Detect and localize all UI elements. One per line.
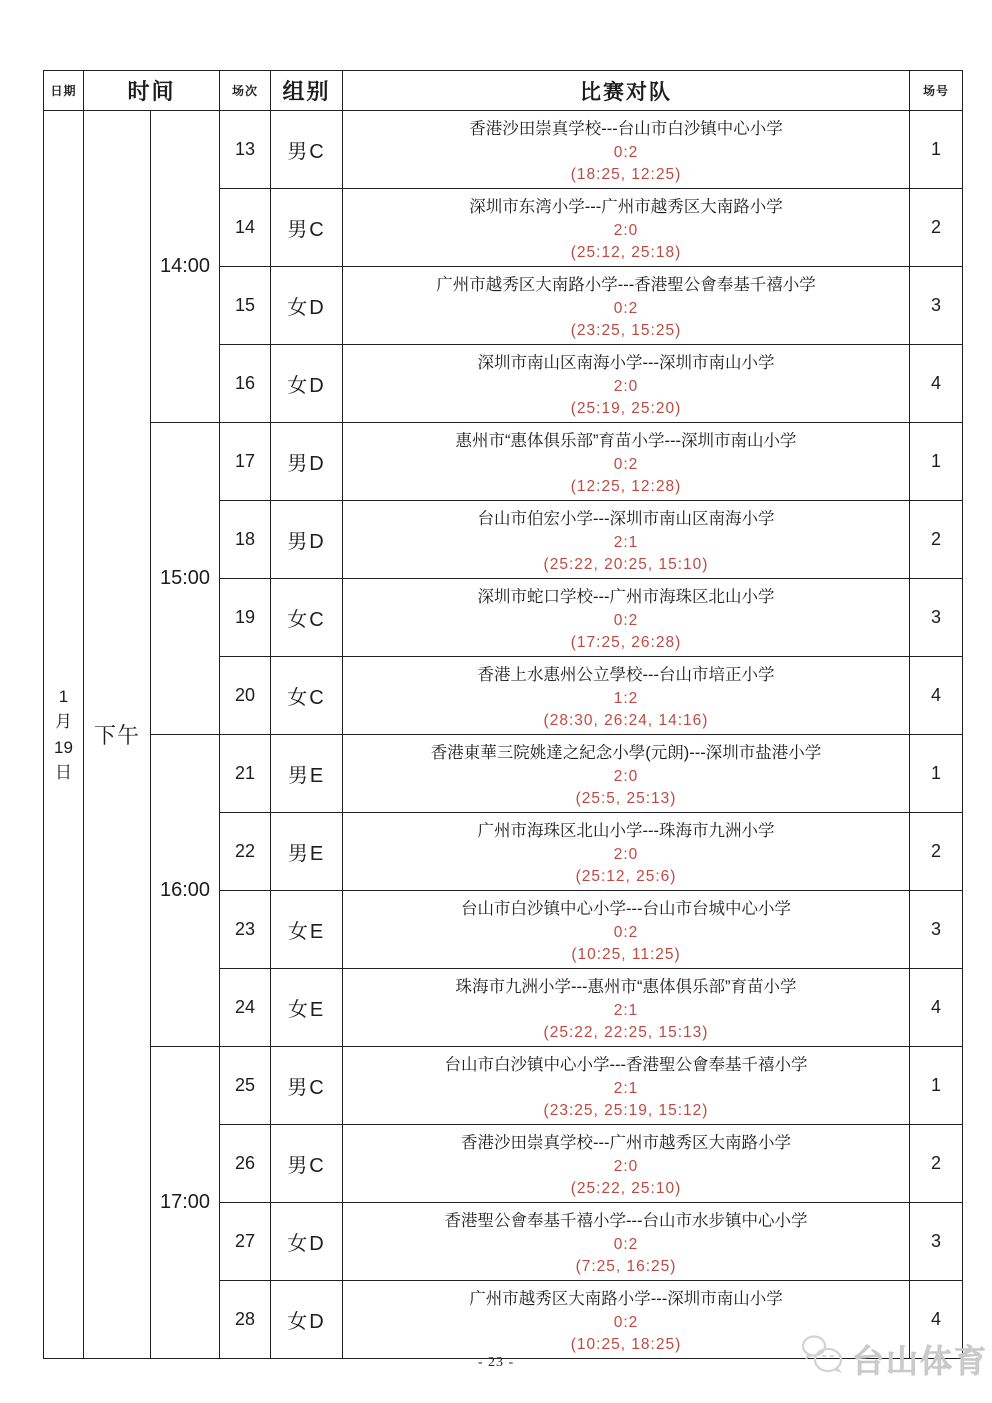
teams-cell (343, 1047, 910, 1125)
match-score: 0:2 (613, 143, 639, 161)
match-row (44, 111, 963, 189)
match-score: 2:1 (613, 1079, 639, 1097)
set-scores: (12:25, 12:28) (570, 477, 682, 495)
col-header-match-no: 场次 (220, 71, 271, 111)
team-names: 香港沙田崇真学校---台山市白沙镇中心小学 (469, 120, 783, 139)
court-cell: 2 (910, 189, 963, 267)
match-row (44, 735, 963, 813)
set-scores: (23:25, 25:19, 15:12) (543, 1101, 709, 1119)
match-lines (343, 345, 909, 422)
match-score: 0:2 (613, 1313, 639, 1331)
match-score: 1:2 (613, 689, 639, 707)
match-score: 0:2 (613, 1235, 639, 1253)
court-cell: 3 (910, 267, 963, 345)
team-names: 深圳市蛇口学校---广州市海珠区北山小学 (477, 588, 775, 607)
team-names: 台山市伯宏小学---深圳市南山区南海小学 (477, 510, 775, 529)
set-scores: (25:22, 20:25, 15:10) (543, 555, 709, 573)
match-no-cell: 23 (220, 891, 271, 969)
match-no-cell: 27 (220, 1203, 271, 1281)
match-lines (343, 1047, 909, 1124)
court-cell: 1 (910, 423, 963, 501)
schedule-table (43, 70, 963, 1359)
court-cell: 3 (910, 891, 963, 969)
match-lines (343, 813, 909, 890)
time-cell: 15:00 (151, 423, 220, 735)
header-row (44, 71, 963, 111)
match-no-cell: 21 (220, 735, 271, 813)
team-names: 惠州市“惠体俱乐部”育苗小学---深圳市南山小学 (455, 432, 797, 451)
set-scores: (23:25, 15:25) (570, 321, 682, 339)
court-cell: 2 (910, 813, 963, 891)
time-cell: 17:00 (151, 1047, 220, 1359)
group-cell: 男D (271, 423, 343, 501)
match-lines (343, 423, 909, 500)
court-cell: 3 (910, 579, 963, 657)
group-cell: 女D (271, 1281, 343, 1359)
court-cell: 2 (910, 501, 963, 579)
group-cell: 男C (271, 1125, 343, 1203)
match-lines (343, 891, 909, 968)
group-cell: 男C (271, 1047, 343, 1125)
set-scores: (25:5, 25:13) (575, 789, 677, 807)
group-cell: 女D (271, 1203, 343, 1281)
teams-cell (343, 891, 910, 969)
court-cell: 4 (910, 657, 963, 735)
match-lines (343, 735, 909, 812)
match-no-cell: 28 (220, 1281, 271, 1359)
match-score: 0:2 (613, 611, 639, 629)
set-scores: (17:25, 26:28) (570, 633, 682, 651)
group-cell: 男E (271, 813, 343, 891)
team-names: 广州市海珠区北山小学---珠海市九洲小学 (477, 822, 775, 841)
match-no-cell: 14 (220, 189, 271, 267)
set-scores: (25:22, 22:25, 15:13) (543, 1023, 709, 1041)
team-names: 深圳市东湾小学---广州市越秀区大南路小学 (469, 198, 783, 217)
teams-cell (343, 1125, 910, 1203)
match-no-cell: 19 (220, 579, 271, 657)
set-scores: (7:25, 16:25) (575, 1257, 677, 1275)
match-no-cell: 17 (220, 423, 271, 501)
teams-cell (343, 1203, 910, 1281)
court-cell: 4 (910, 969, 963, 1047)
team-names: 台山市白沙镇中心小学---香港聖公會奉基千禧小学 (444, 1056, 808, 1075)
match-score: 2:0 (613, 767, 639, 785)
match-score: 2:0 (613, 845, 639, 863)
match-score: 2:0 (613, 1157, 639, 1175)
team-names: 香港東華三院姚達之紀念小學(元朗)---深圳市盐港小学 (430, 744, 822, 763)
col-header-group: 组别 (271, 71, 343, 111)
match-no-cell: 20 (220, 657, 271, 735)
date-line: 日 (55, 763, 72, 782)
group-cell: 女D (271, 345, 343, 423)
match-score: 2:0 (613, 221, 639, 239)
match-no-cell: 13 (220, 111, 271, 189)
court-cell: 1 (910, 735, 963, 813)
date-line: 19 (54, 737, 73, 757)
col-header-date: 日期 (44, 71, 84, 111)
teams-cell (343, 189, 910, 267)
teams-cell (343, 111, 910, 189)
group-cell: 男D (271, 501, 343, 579)
teams-cell (343, 501, 910, 579)
team-names: 广州市越秀区大南路小学---香港聖公會奉基千禧小学 (436, 276, 816, 295)
court-cell: 1 (910, 111, 963, 189)
group-cell: 女D (271, 267, 343, 345)
match-no-cell: 16 (220, 345, 271, 423)
group-cell: 男E (271, 735, 343, 813)
set-scores: (25:12, 25:6) (575, 867, 677, 885)
group-cell: 女C (271, 657, 343, 735)
team-names: 深圳市南山区南海小学---深圳市南山小学 (477, 354, 775, 373)
page-number: - 23 - (477, 1355, 515, 1370)
set-scores: (10:25, 11:25) (571, 945, 681, 963)
match-score: 0:2 (613, 299, 639, 317)
set-scores: (25:12, 25:18) (570, 243, 682, 261)
team-names: 香港聖公會奉基千禧小学---台山市水步镇中心小学 (444, 1212, 808, 1231)
match-score: 2:1 (613, 1001, 639, 1019)
match-lines (343, 657, 909, 734)
match-no-cell: 25 (220, 1047, 271, 1125)
team-names: 广州市越秀区大南路小学---深圳市南山小学 (469, 1290, 783, 1309)
col-header-time: 时间 (84, 71, 220, 111)
match-lines (343, 111, 909, 188)
match-row (44, 1047, 963, 1125)
teams-cell (343, 345, 910, 423)
date-line: 月 (55, 712, 72, 731)
period-cell: 下午 (84, 111, 151, 1359)
group-cell: 男C (271, 111, 343, 189)
set-scores: (25:19, 25:20) (570, 399, 682, 417)
set-scores: (28:30, 26:24, 14:16) (543, 711, 709, 729)
date-cell (44, 111, 84, 1359)
team-names: 台山市白沙镇中心小学---台山市台城中心小学 (461, 900, 791, 919)
group-cell: 女E (271, 891, 343, 969)
match-score: 2:1 (613, 533, 639, 551)
teams-cell (343, 267, 910, 345)
match-lines (343, 969, 909, 1046)
court-cell: 4 (910, 345, 963, 423)
time-cell: 16:00 (151, 735, 220, 1047)
match-no-cell: 18 (220, 501, 271, 579)
set-scores: (18:25, 12:25) (570, 165, 682, 183)
teams-cell (343, 657, 910, 735)
schedule-table-body (44, 111, 963, 1359)
court-cell: 1 (910, 1047, 963, 1125)
match-lines (343, 579, 909, 656)
teams-cell (343, 735, 910, 813)
group-cell: 男C (271, 189, 343, 267)
group-cell: 女C (271, 579, 343, 657)
match-no-cell: 22 (220, 813, 271, 891)
match-lines (343, 501, 909, 578)
set-scores: (10:25, 18:25) (570, 1335, 682, 1353)
match-score: 0:2 (613, 455, 639, 473)
taishan-sports-logo-icon (800, 1333, 848, 1385)
court-cell: 4 (910, 1281, 963, 1359)
teams-cell (343, 423, 910, 501)
match-no-cell: 15 (220, 267, 271, 345)
watermark-text: 台山体育 (851, 1343, 988, 1379)
teams-cell (343, 579, 910, 657)
group-cell: 女E (271, 969, 343, 1047)
match-lines (343, 1125, 909, 1202)
match-no-cell: 24 (220, 969, 271, 1047)
match-score: 0:2 (613, 923, 639, 941)
time-cell: 14:00 (151, 111, 220, 423)
date-line: 1 (58, 686, 69, 706)
match-no-cell: 26 (220, 1125, 271, 1203)
col-header-teams: 比赛对队 (343, 71, 910, 111)
team-names: 香港沙田崇真学校---广州市越秀区大南路小学 (461, 1134, 791, 1153)
match-score: 2:0 (613, 377, 639, 395)
match-lines (343, 189, 909, 266)
court-cell: 2 (910, 1125, 963, 1203)
set-scores: (25:22, 25:10) (570, 1179, 682, 1197)
teams-cell (343, 813, 910, 891)
court-cell: 3 (910, 1203, 963, 1281)
team-names: 珠海市九洲小学---惠州市“惠体俱乐部”育苗小学 (455, 978, 797, 997)
match-row (44, 423, 963, 501)
team-names: 香港上水惠州公立學校---台山市培正小学 (477, 666, 775, 685)
match-lines (343, 1203, 909, 1280)
watermark (800, 1333, 988, 1385)
teams-cell (343, 969, 910, 1047)
col-header-court: 场号 (910, 71, 963, 111)
match-lines (343, 267, 909, 344)
